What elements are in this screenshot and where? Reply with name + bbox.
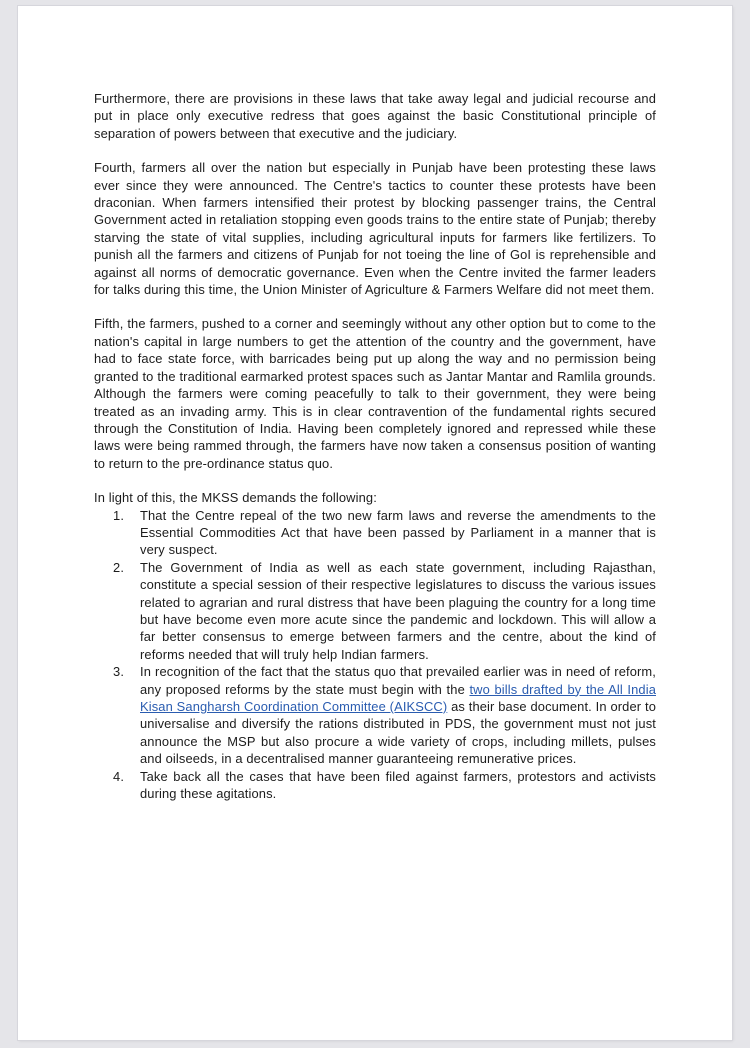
paragraph-fifth: Fifth, the farmers, pushed to a corner and seemingly without any other option but to come to the nation's capital in large numbers to get the attention of the country and the government, have had to face state force, with barricades being put up along the way and no permission being granted to the traditional earmarked protest spaces such as Jantar Mantar and Ramlila grounds. Although the farmers were coming peacefully to talk to their government, they were being treated as an invading army. This is in clear contravention of the fundamental rights secured through the Constitution of India. Having been completely ignored and repressed while these laws were being rammed through, the farmers have now taken a consensus position of wanting to return to the pre-ordinance status quo. [94, 316, 656, 471]
document-text-column [94, 90, 656, 802]
demand-item-3-text-before-link: In recognition of the fact that the status quo that prevailed earlier was in need of reform, any proposed reforms by the state must begin with the [140, 664, 656, 697]
demand-item-3 [94, 663, 656, 767]
demands-intro: In light of this, the MKSS demands the following: [94, 490, 377, 506]
demand-item-4 [94, 768, 656, 803]
demand-item-1 [94, 507, 656, 559]
demand-item-4-text: Take back all the cases that have been filed against farmers, protestors and activists during these agitations. [140, 768, 656, 802]
demands-list [94, 507, 656, 803]
paragraph-fourth: Fourth, farmers all over the nation but especially in Punjab have been protesting these laws ever since they were announced. The Centre's tactics to counter these protests have been draconian. When farmers intensified their protest by blocking passenger trains, the Central Government acted in retaliation stopping even goods trains to the entire state of Punjab; thereby starving the state of vital supplies, including agricultural inputs for farmers like fertilizers. To punish all the farmers and citizens of Punjab for not toeing the line of GoI is reprehensible and against all norms of democratic governance. Even when the Centre invited the farmer leaders for talks during this time, the Union Minister of Agriculture & Farmers Welfare did not meet them. [94, 160, 656, 298]
paragraph-furthermore: Furthermore, there are provisions in these laws that take away legal and judicial recourse and put in place only executive redress that goes against the basic Constitutional principle of separation of powers between that executive and the judiciary. [94, 91, 656, 141]
aikscc-bills-link[interactable]: two bills drafted by the All India Kisan Sangharsh Coordination Committee (AIKSCC) [140, 681, 656, 714]
demand-item-2-text: The Government of India as well as each state government, including Rajasthan, constitute a special session of their respective legislatures to discuss the various issues related to agrarian and rural distress that have been plaguing the country for a long time but have become even more acute since the pandemic and lockdown. This will allow a far better consensus to emerge between farmers and the centre, about the kind of reforms needed that will truly help Indian farmers. [140, 559, 656, 662]
demand-item-2 [94, 559, 656, 663]
demand-item-1-text: That the Centre repeal of the two new farm laws and reverse the amendments to the Essential Commodities Act that have been passed by Parliament in a manner that is very suspect. [140, 507, 656, 558]
document-page [18, 6, 732, 1040]
demand-item-3-text-after-link: as their base document. In order to universalise and diversify the rations distributed in PDS, the government must not just announce the MSP but also procure a wide variety of crops, including millets, pulses and oilseeds, in a decentralised manner guaranteeing remunerative prices. [140, 699, 656, 767]
